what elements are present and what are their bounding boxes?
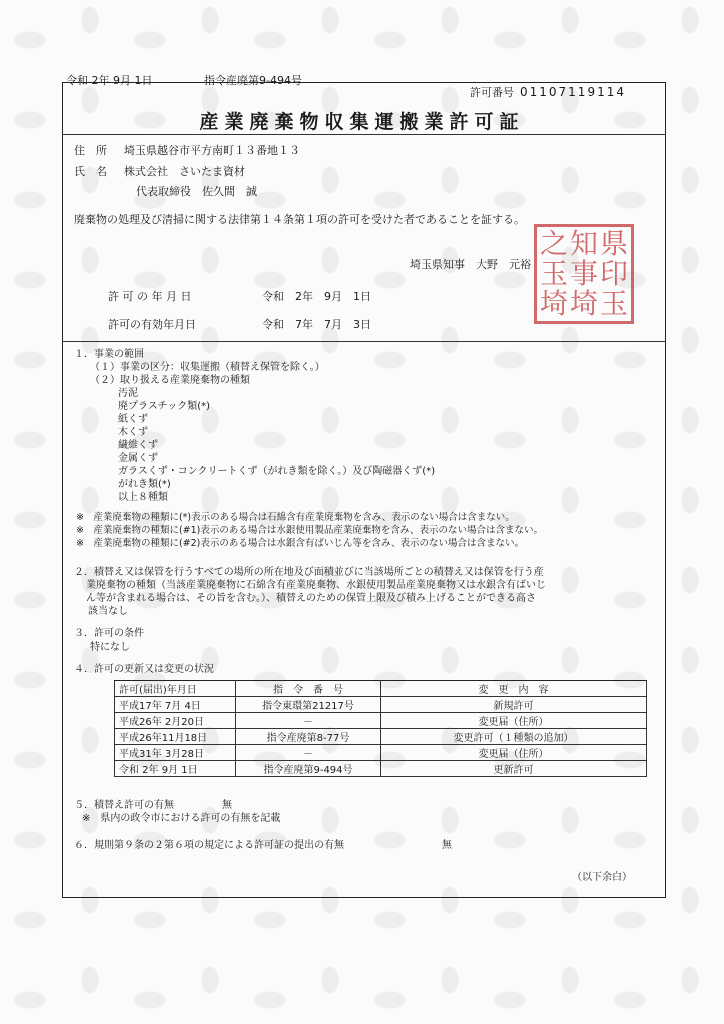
waste-type-item: 繊維くず xyxy=(118,440,158,451)
expiry-date-label: 許可の有効年月日 xyxy=(108,318,196,331)
section2-line: ん等が含まれる場合は、その旨を含む。）、積替えのための保管上限及び積み上げることができる高さ xyxy=(86,593,536,604)
table-header-row xyxy=(115,681,647,697)
representative-name: 代表取締役 佐久間 誠 xyxy=(136,185,257,198)
seal-char: 之 xyxy=(539,227,568,260)
history-table xyxy=(114,680,647,777)
seal-char: 埼 xyxy=(569,287,598,320)
column-header: 指 令 番 号 xyxy=(236,681,381,697)
section4-title: ４．許可の更新又は変更の状況 xyxy=(74,664,214,675)
waste-type-item: 廃プラスチック類(*) xyxy=(118,401,211,412)
table-cell: 平成26年 2月20日 xyxy=(115,713,236,729)
footnote: ※ 産業廃棄物の種類に(#1)表示のある場合は水銀使用製品産業廃棄物を含み、表示のない場合は含まない。 xyxy=(76,525,543,536)
section1-waste-types-heading: （２）取り扱える産業廃棄物の種類 xyxy=(90,375,250,386)
section-divider xyxy=(62,341,666,342)
table-cell: 平成26年11月18日 xyxy=(115,729,236,745)
table-cell: － xyxy=(236,745,381,761)
table-row xyxy=(115,761,647,777)
waste-type-total: 以上８種類 xyxy=(118,492,168,503)
section1-business-type: （１）事業の区分：収集運搬（積替え保管を除く。） xyxy=(90,362,325,373)
seal-char: 玉 xyxy=(539,257,568,290)
footnote: ※ 産業廃棄物の種類に(*)表示のある場合は石綿含有産業廃棄物を含み、表示のない場合は含まない。 xyxy=(76,512,515,523)
issuer-name: 埼玉県知事 大野 元裕 xyxy=(410,258,531,271)
table-cell: 令和 2年 9月 1日 xyxy=(115,761,236,777)
permit-number: 01107119114 xyxy=(520,85,626,99)
section3-title: ３．許可の条件 xyxy=(74,628,144,639)
table-cell: 変更届（住所） xyxy=(381,713,647,729)
seal-char: 印 xyxy=(599,257,628,290)
waste-type-item: 紙くず xyxy=(118,414,148,425)
column-header: 変 更 内 容 xyxy=(381,681,647,697)
permit-date-label: 許 可 の 年 月 日 xyxy=(108,290,192,303)
certification-statement: 廃棄物の処理及び清掃に関する法律第１４条第１項の許可を受けた者であることを証する。 xyxy=(74,213,525,226)
table-cell: 変更許可（１種類の追加） xyxy=(381,729,647,745)
table-row xyxy=(115,697,647,713)
waste-type-item: 金属くず xyxy=(118,453,158,464)
seal-char: 埼 xyxy=(539,287,568,320)
section1-title: １．事業の範囲 xyxy=(74,349,144,360)
waste-type-item: がれき類(*) xyxy=(118,479,171,490)
table-cell: 平成31年 3月28日 xyxy=(115,745,236,761)
title-divider xyxy=(62,134,666,135)
section2-line: ２．積替え又は保管を行うすべての場所の所在地及び面積並びに当該場所ごとの積替え又は保管を行う産 xyxy=(74,567,544,578)
table-cell: 新規許可 xyxy=(381,697,647,713)
header-date: 令和 2年 9月 1日 xyxy=(66,74,153,87)
section6-title: ６．規則第９条の２第６項の規定による許可証の提出の有無 xyxy=(74,840,344,851)
seal-char: 玉 xyxy=(599,287,628,320)
table-cell: 変更届（住所） xyxy=(381,745,647,761)
address-label: 住 所 xyxy=(74,144,107,157)
seal-char: 事 xyxy=(569,257,598,290)
column-header: 許可(届出)年月日 xyxy=(115,681,236,697)
section2-value: 該当なし xyxy=(88,606,128,617)
closing-remark: （以下余白） xyxy=(572,872,632,883)
address-value: 埼玉県越谷市平方南町１３番地１３ xyxy=(124,144,300,157)
table-cell: 指令産廃第9-494号 xyxy=(236,761,381,777)
name-label: 氏 名 xyxy=(74,165,107,178)
certificate-title: 産業廃棄物収集運搬業許可証 xyxy=(199,111,525,133)
permit-number-label: 許可番号 xyxy=(470,86,514,99)
waste-type-item: 木くず xyxy=(118,427,148,438)
table-cell: 平成17年 7月 4日 xyxy=(115,697,236,713)
section2-line: 業廃棄物の種類（当該産業廃棄物に石綿含有産業廃棄物、水銀使用製品産業廃棄物又は水銀含有ばいじ xyxy=(86,580,546,591)
section5-note: ※ 県内の政令市における許可の有無を記載 xyxy=(82,813,281,824)
table-cell: 指令産廃第8-77号 xyxy=(236,729,381,745)
official-seal xyxy=(534,224,634,324)
table-cell: 更新許可 xyxy=(381,761,647,777)
seal-char: 県 xyxy=(599,227,628,260)
section6-value: 無 xyxy=(442,840,452,851)
permit-date: 令和 2年 9月 1日 xyxy=(262,290,371,303)
company-name: 株式会社 さいたま資材 xyxy=(124,165,245,178)
section5-value: 無 xyxy=(222,800,232,811)
table-row xyxy=(115,729,647,745)
section3-value: 特になし xyxy=(90,642,130,653)
expiry-date: 令和 7年 7月 3日 xyxy=(262,318,371,331)
section5-title: ５．積替え許可の有無 xyxy=(74,800,174,811)
waste-type-item: 汚泥 xyxy=(118,388,138,399)
table-row xyxy=(115,745,647,761)
table-cell: 指令東環第21217号 xyxy=(236,697,381,713)
table-row xyxy=(115,713,647,729)
header-directive-number: 指令産廃第9-494号 xyxy=(204,74,302,87)
table-cell: － xyxy=(236,713,381,729)
waste-type-item: ガラスくず・コンクリートくず（がれき類を除く。）及び陶磁器くず(*) xyxy=(118,466,436,477)
footnote: ※ 産業廃棄物の種類に(#2)表示のある場合は水銀含有ばいじん等を含み、表示のない場合は含まない。 xyxy=(76,538,524,549)
seal-char: 知 xyxy=(569,227,598,260)
